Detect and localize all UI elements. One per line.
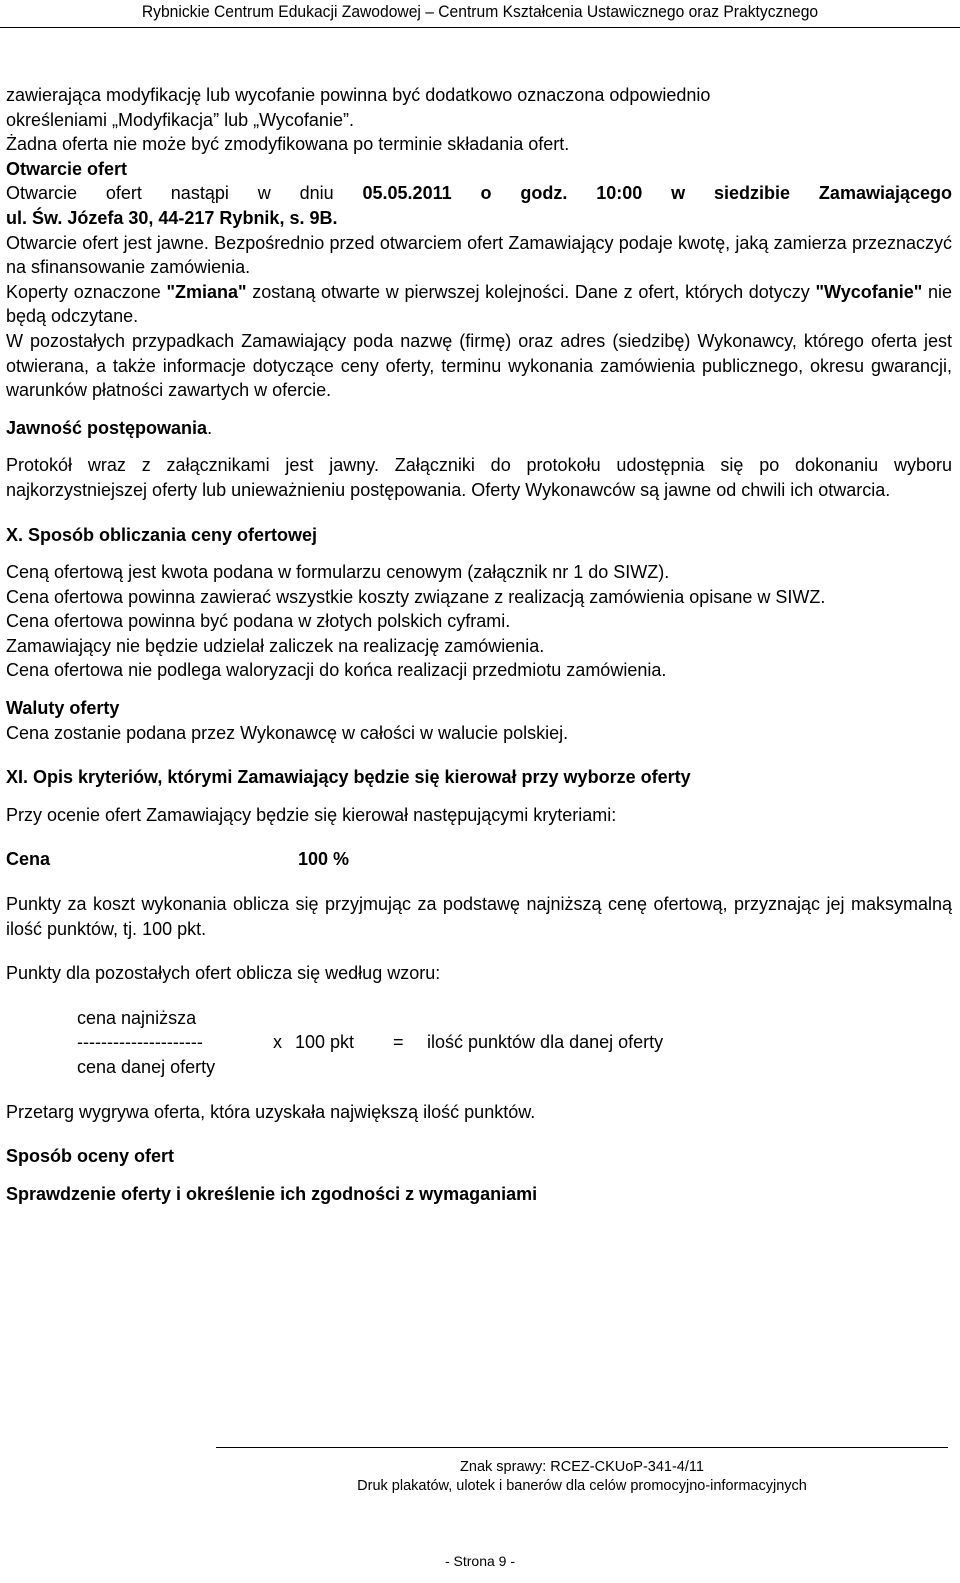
heading-waluty: Waluty oferty <box>6 698 120 719</box>
formula-fraction-line: --------------------- <box>77 1032 203 1053</box>
formula-multiply-sign: x <box>273 1032 282 1053</box>
heading-jawnosc: Jawność postępowania. <box>6 417 213 438</box>
paragraph: W pozostałych przypadkach Zamawiający poda nazwę (firmę) oraz adres (siedzibę) Wykonawcy, którego oferta jest otwierana, a także informacje dotyczące ceny oferty, terminu wykonania zamówienia publicznego, okresu gwarancji, warunków płatności zawartych w ofercie. <box>6 330 952 401</box>
paragraph: Protokół wraz z załącznikami jest jawny. Załączniki do protokołu udostępnia się po dokonaniu wyboru najkorzystniejszej oferty lub unieważnieniu postępowania. Oferty Wykonawców są jawne od chwili ich otwarcia. <box>6 455 952 500</box>
page-number: - Strona 9 - <box>444 1553 516 1569</box>
page-footer <box>216 1458 948 1496</box>
criterion-row <box>6 847 952 872</box>
paragraph: Żadna oferta nie może być zmodyfikowana po terminie składania ofert. <box>6 134 570 155</box>
paragraph: Otwarcie ofert jest jawne. Bezpośrednio przed otwarciem ofert Zamawiający podaje kwotę, jaką zamierza przeznaczyć na sfinansowanie zamówienia. <box>6 232 952 278</box>
paragraph: Ceną ofertową jest kwota podana w formularzu cenowym (załącznik nr 1 do SIWZ). <box>6 562 670 583</box>
heading-otwarcie-ofert: Otwarcie ofert <box>6 158 128 179</box>
heading-section-xi: XI. Opis kryteriów, którymi Zamawiający będzie się kierował przy wyborze oferty <box>6 767 691 788</box>
criterion-name: Cena <box>6 849 51 870</box>
paragraph: Cena zostanie podana przez Wykonawcę w całości w walucie polskiej. <box>6 722 569 743</box>
scoring-formula <box>77 1006 952 1080</box>
criterion-weight: 100 % <box>298 849 350 870</box>
footer-case-number: Znak sprawy: RCEZ-CKUoP-341-4/11 <box>460 1459 704 1475</box>
paragraph-line: określeniami „Modyfikacja” lub „Wycofanie”. <box>6 109 354 130</box>
formula-numerator: cena najniższa <box>77 1007 197 1028</box>
paragraph-line: zawierająca modyfikację lub wycofanie powinna być dodatkowo oznaczona odpowiednio <box>6 85 711 105</box>
footer-subject: Druk plakatów, ulotek i banerów dla celów promocyjno-informacyjnych <box>357 1478 807 1494</box>
page-header: Rybnickie Centrum Edukacji Zawodowej – Centrum Kształcenia Ustawicznego oraz Praktycznego <box>141 2 819 21</box>
paragraph: Zamawiający nie będzie udzielał zaliczek na realizację zamówienia. <box>6 635 545 656</box>
footer-divider <box>216 1447 948 1448</box>
paragraph: Przy ocenie ofert Zamawiający będzie się kierował następującymi kryteriami: <box>6 804 617 825</box>
formula-points: 100 pkt <box>295 1032 355 1053</box>
paragraph: Koperty oznaczone "Zmiana" zostaną otwarte w pierwszej kolejności. Dane z ofert, których dotyczy "Wycofanie" nie będą odczytane. <box>6 281 953 327</box>
paragraph: Punkty dla pozostałych ofert oblicza się według wzoru: <box>6 963 441 984</box>
paragraph: Przetarg wygrywa oferta, która uzyskała największą ilość punktów. <box>6 1101 536 1122</box>
paragraph: Punkty za koszt wykonania oblicza się przyjmując za podstawę najniższą cenę ofertową, przyznając jej maksymalną ilość punktów, tj. 100 pkt. <box>6 894 952 939</box>
heading-section-x: X. Sposób obliczania ceny ofertowej <box>6 524 318 545</box>
paragraph: Cena ofertowa nie podlega waloryzacji do końca realizacji przedmiotu zamówienia. <box>6 660 667 681</box>
paragraph: Cena ofertowa powinna zawierać wszystkie koszty związane z realizacją zamówienia opisane w SIWZ. <box>6 586 826 607</box>
paragraph-opening-address: ul. Św. Józefa 30, 44-217 Rybnik, s. 9B. <box>6 207 338 228</box>
formula-denominator: cena danej oferty <box>77 1057 216 1077</box>
header-divider <box>0 27 960 28</box>
formula-result: ilość punktów dla danej oferty <box>427 1032 664 1053</box>
paragraph: Cena ofertowa powinna być podana w złotych polskich cyframi. <box>6 611 511 632</box>
heading-sposob-oceny: Sposób oceny ofert <box>6 1146 175 1167</box>
heading-sprawdzenie: Sprawdzenie oferty i określenie ich zgodności z wymaganiami <box>6 1183 538 1204</box>
formula-equals-sign: = <box>393 1032 404 1053</box>
paragraph-opening-date: Otwarcie ofert nastąpi w dniu 05.05.2011 o godz. 10:00 w siedzibie Zamawiającego <box>6 183 952 204</box>
document-body <box>6 83 952 1206</box>
